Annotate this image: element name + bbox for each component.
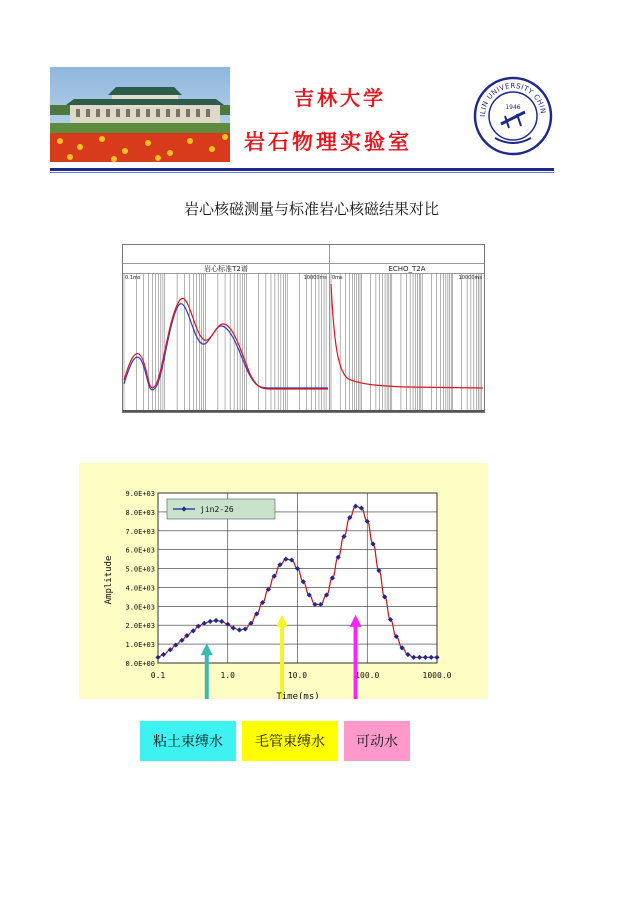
right-panel-title: ECHO_T2A (388, 265, 426, 273)
campus-photo (50, 67, 230, 162)
y-tick-label: 3.0E+03 (125, 603, 155, 612)
y-tick-label: 7.0E+03 (125, 527, 155, 536)
y-tick-label: 2.0E+03 (125, 622, 155, 631)
y-tick-label: 8.0E+03 (125, 508, 155, 517)
nmr-comparison-figure (122, 244, 485, 413)
y-tick-label: 5.0E+03 (125, 565, 155, 574)
university-title: 吉林大学 (294, 86, 386, 110)
x-tick-label: 0.1 (150, 671, 166, 680)
x-tick-label: 1000.0 (422, 671, 452, 680)
x-tick-label: 100.0 (355, 671, 380, 680)
legend-label: jin2-26 (200, 505, 234, 514)
university-seal-logo (473, 76, 553, 156)
left-panel-title: 岩心标准T2谱 (204, 265, 248, 273)
y-tick-label: 9.0E+03 (125, 490, 155, 498)
clay-bound-water-label: 粘土束缚水 (140, 721, 236, 761)
svg-text:JILIN UNIVERSITY CHINA: ILIN UNIVERSITY CHIN (478, 81, 548, 117)
y-axis-label: Amplitude (104, 555, 114, 605)
x-tick-label: 1.0 (220, 671, 235, 680)
page-subtitle: 岩心核磁测量与标准岩心核磁结果对比 (183, 200, 439, 218)
header-divider (50, 168, 554, 171)
x-axis-label: Time(ms) (276, 692, 320, 699)
amplitude-chart (79, 463, 488, 699)
capillary-bound-water-label: 毛管束缚水 (242, 721, 338, 761)
svg-text:1946: 1946 (505, 104, 521, 111)
header-divider-thin (50, 172, 554, 173)
x-tick-label: 10.0 (287, 671, 308, 680)
y-tick-label: 1.0E+03 (125, 641, 155, 650)
y-tick-label: 6.0E+03 (125, 546, 155, 555)
right-panel-xmax: 10000ms (458, 275, 482, 281)
movable-water-label: 可动水 (344, 721, 410, 761)
left-panel-xmin: 0.1ms (125, 275, 141, 281)
y-tick-label: 0.0E+00 (125, 660, 155, 668)
y-tick-label: 4.0E+03 (125, 584, 155, 593)
lab-title: 岩石物理实验室 (244, 129, 412, 154)
right-panel-xmin: 0ms (332, 275, 343, 281)
left-panel-xmax: 10000ms (303, 275, 327, 281)
